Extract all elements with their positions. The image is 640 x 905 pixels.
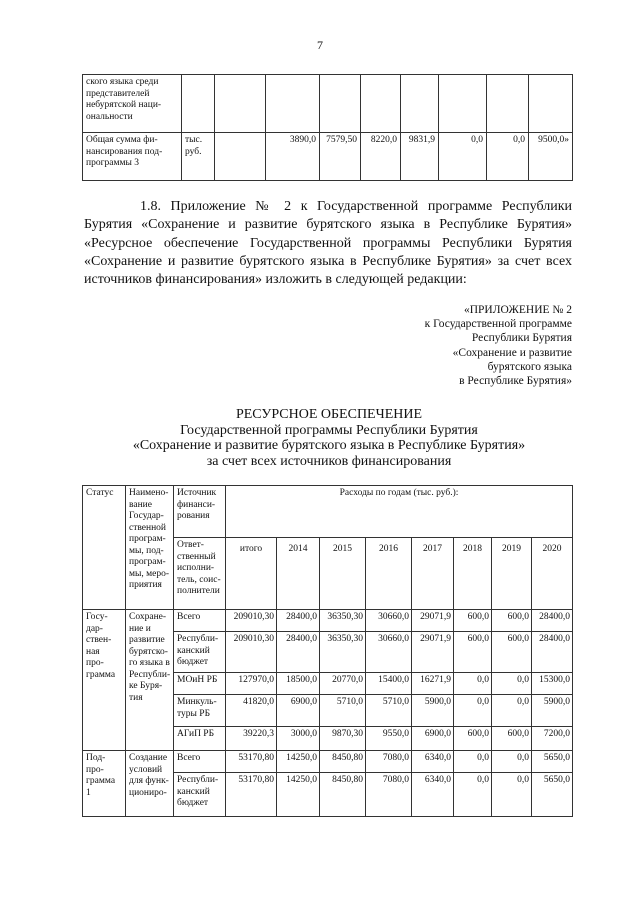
document-title: РЕСУРСНОЕ ОБЕСПЕЧЕНИЕ Государственной программы Республики Бурятия «Сохранение и развитие бурятского языка в Республике Бурятия» за счет всех источников финансирования	[132, 407, 526, 469]
value-cell: 28400,0	[277, 632, 320, 673]
value-cell: 209010,30	[226, 610, 277, 632]
value-cell: 9500,0»	[529, 133, 573, 181]
source-cell: МОиН РБ	[174, 673, 226, 695]
value-cell: 7579,50	[320, 133, 361, 181]
resource-table	[82, 485, 573, 817]
value-cell: 0,0	[439, 133, 487, 181]
value-cell: 0,0	[492, 673, 532, 695]
value-cell: 41820,0	[226, 695, 277, 727]
value-cell: 600,0	[454, 632, 492, 673]
value-cell: 0,0	[454, 751, 492, 773]
value-cell: 15300,0	[532, 673, 573, 695]
value-cell: 6900,0	[412, 727, 454, 751]
continuation-table	[82, 74, 573, 181]
value-cell: 127970,0	[226, 673, 277, 695]
value-cell: 600,0	[454, 610, 492, 632]
total-label-cell: Общая сумма фи- нансирования под- программы 3	[83, 133, 182, 181]
value-cell: 600,0	[492, 610, 532, 632]
value-cell: 9550,0	[366, 727, 412, 751]
appendix-header: «ПРИЛОЖЕНИЕ № 2 к Государственной программе Республики Бурятия «Сохранение и развитие бурятского языка в Республике Бурятия»	[424, 304, 572, 388]
value-cell: 14250,0	[277, 773, 320, 817]
value-cell: 28400,0	[532, 610, 573, 632]
year-header: 2014	[277, 538, 320, 610]
value-cell: 53170,80	[226, 773, 277, 817]
value-cell: 16271,9	[412, 673, 454, 695]
table-row	[83, 75, 573, 133]
value-cell: 8450,80	[320, 773, 366, 817]
value-cell: 36350,30	[320, 610, 366, 632]
value-cell: 9831,9	[401, 133, 439, 181]
value-cell: 39220,3	[226, 727, 277, 751]
value-cell: 15400,0	[366, 673, 412, 695]
year-header: 2016	[366, 538, 412, 610]
source-cell: Всего	[174, 751, 226, 773]
page-number: 7	[317, 38, 323, 52]
value-cell: 7080,0	[366, 773, 412, 817]
year-header: итого	[226, 538, 277, 610]
source-header: Источник финанси- рования	[174, 486, 226, 538]
value-cell: 18500,0	[277, 673, 320, 695]
status-cell: Под- про- грамма 1	[83, 751, 126, 817]
year-header: 2015	[320, 538, 366, 610]
program-name-cell: Сохране- ние и развитие бурятско- го языка в Республи- ке Буря- тия	[126, 610, 174, 751]
value-cell: 0,0	[454, 673, 492, 695]
value-cell: 600,0	[492, 632, 532, 673]
value-cell: 0,0	[492, 773, 532, 817]
status-cell: Госу- дар- ствен- ная про- грамма	[83, 610, 126, 751]
year-header: 2019	[492, 538, 532, 610]
value-cell: 5900,0	[412, 695, 454, 727]
value-cell: 36350,30	[320, 632, 366, 673]
value-cell: 7200,0	[532, 727, 573, 751]
value-cell: 53170,80	[226, 751, 277, 773]
expenses-header: Расходы по годам (тыс. руб.):	[226, 486, 573, 538]
header-row	[83, 486, 573, 538]
value-cell: 8450,80	[320, 751, 366, 773]
value-cell: 8220,0	[361, 133, 401, 181]
name-header: Наимено- вание Государ- ственной програм- мы, под- програм- мы, меро- приятия	[126, 486, 174, 610]
table-row	[83, 610, 573, 632]
value-cell: 6340,0	[412, 773, 454, 817]
value-cell: 600,0	[492, 727, 532, 751]
unit-cell: тыс. руб.	[182, 133, 215, 181]
value-cell: 5650,0	[532, 751, 573, 773]
value-cell: 30660,0	[366, 632, 412, 673]
value-cell: 28400,0	[532, 632, 573, 673]
year-header: 2017	[412, 538, 454, 610]
value-cell: 3000,0	[277, 727, 320, 751]
source-cell: Минкуль- туры РБ	[174, 695, 226, 727]
responsible-header: Ответ- ственный исполни- тель, соис- полнители	[174, 538, 226, 610]
year-header: 2020	[532, 538, 573, 610]
source-cell: Республи- канский бюджет	[174, 632, 226, 673]
table-row	[83, 751, 573, 773]
value-cell: 0,0	[492, 695, 532, 727]
table-row	[83, 133, 573, 181]
source-cell: АГиП РБ	[174, 727, 226, 751]
value-cell: 0,0	[454, 695, 492, 727]
year-header: 2018	[454, 538, 492, 610]
value-cell: 5900,0	[532, 695, 573, 727]
source-cell: Всего	[174, 610, 226, 632]
amendment-paragraph: 1.8. Приложение № 2 к Государственной программе Республики Бурятия «Сохранение и развитие бурятского языка в Республике Бурятия» «Ресурсное обеспечение Государственной программы Республики Бурятия «Сохранение и развитие бурятского языка в Республике Бурятия» за счет всех источников финансирования» изложить в следующей редакции:	[84, 199, 572, 288]
value-cell: 5710,0	[320, 695, 366, 727]
value-cell: 5710,0	[366, 695, 412, 727]
value-cell: 7080,0	[366, 751, 412, 773]
subprogram-name-cell: ского языка среди представителей небурятской наци- ональности	[83, 75, 182, 133]
value-cell: 3890,0	[266, 133, 320, 181]
value-cell: 0,0	[454, 773, 492, 817]
value-cell: 5650,0	[532, 773, 573, 817]
source-cell: Республи- канский бюджет	[174, 773, 226, 817]
value-cell: 30660,0	[366, 610, 412, 632]
value-cell: 6900,0	[277, 695, 320, 727]
value-cell: 20770,0	[320, 673, 366, 695]
value-cell: 14250,0	[277, 751, 320, 773]
value-cell: 9870,30	[320, 727, 366, 751]
value-cell: 28400,0	[277, 610, 320, 632]
program-name-cell: Создание условий для функ- циониро-	[126, 751, 174, 817]
status-header: Статус	[83, 486, 126, 610]
value-cell: 0,0	[487, 133, 529, 181]
value-cell: 0,0	[492, 751, 532, 773]
value-cell: 209010,30	[226, 632, 277, 673]
value-cell: 6340,0	[412, 751, 454, 773]
value-cell: 600,0	[454, 727, 492, 751]
value-cell: 29071,9	[412, 610, 454, 632]
value-cell: 29071,9	[412, 632, 454, 673]
